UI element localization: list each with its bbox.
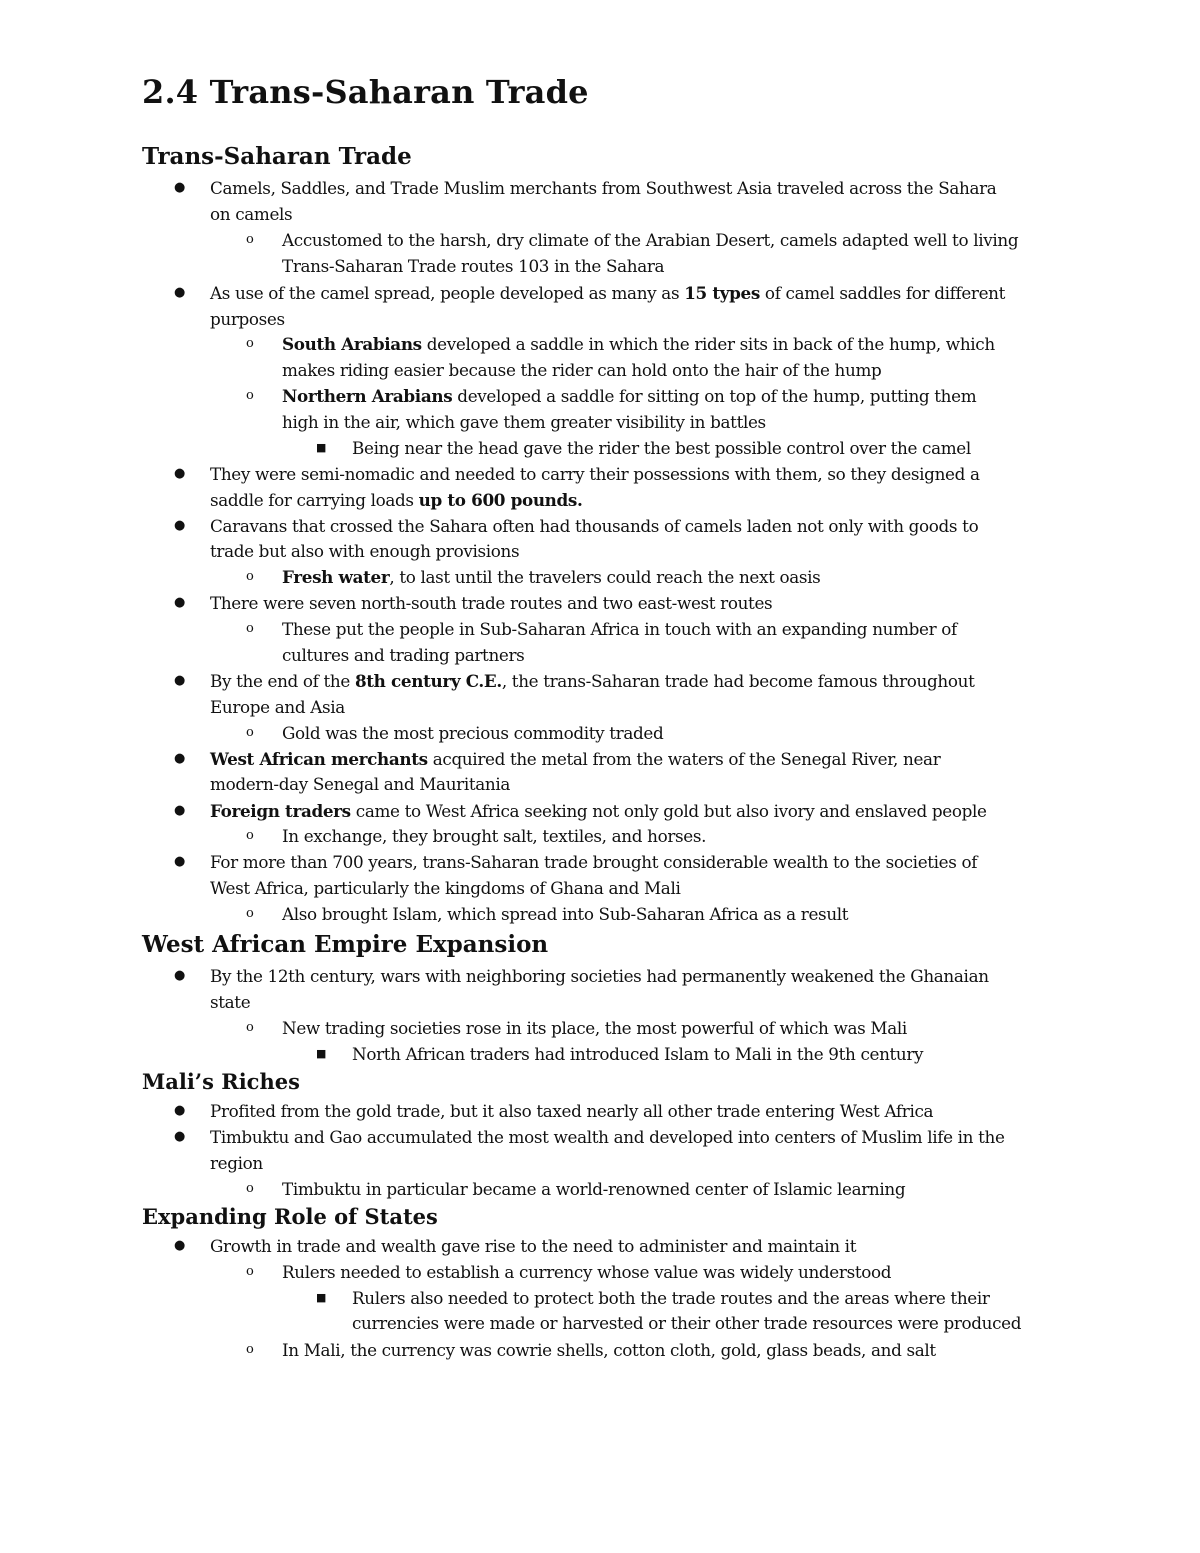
list-item: By the 12th century, wars with neighboring societies had permanently weakened the Ghanaian: [210, 966, 989, 986]
sub-list-item: [282, 331, 995, 357]
text-run: developed a saddle for sitting on top of the hump, putting them: [452, 386, 977, 406]
sub-list-item: [282, 564, 820, 590]
sub-sub-list-item: North African traders had introduced Islam to Mali in the 9th century: [352, 1044, 924, 1064]
list-item-continuation: modern-day Senegal and Mauritania: [210, 774, 511, 794]
section-heading-west-african-empire-expansion: West African Empire Expansion: [142, 931, 549, 958]
sub-list-item: These put the people in Sub-Saharan Africa in touch with an expanding number of: [282, 619, 957, 639]
sub-list-item-continuation: makes riding easier because the rider can hold onto the hair of the hump: [282, 360, 882, 380]
bullet-marker: ●: [174, 673, 186, 688]
bullet-marker: ●: [174, 803, 186, 818]
list-item-continuation: West Africa, particularly the kingdoms of Ghana and Mali: [210, 878, 681, 898]
bold-text: up to 600 pounds.: [418, 490, 583, 510]
text-run: came to West Africa seeking not only gold but also ivory and enslaved people: [350, 801, 987, 821]
bullet-marker: ●: [174, 595, 186, 610]
list-item: For more than 700 years, trans-Saharan trade brought considerable wealth to the societies of: [210, 852, 978, 872]
list-item: Profited from the gold trade, but it also taxed nearly all other trade entering West Africa: [210, 1101, 934, 1121]
sub-bullet-marker: o: [246, 1181, 254, 1196]
bullet-marker: ●: [174, 968, 186, 983]
sub-bullet-marker: o: [246, 232, 254, 247]
sub-list-item: Timbuktu in particular became a world-renowned center of Islamic learning: [282, 1179, 906, 1199]
list-item-continuation: Europe and Asia: [210, 697, 345, 717]
bold-text: Northern Arabians: [282, 386, 453, 406]
list-item-continuation: region: [210, 1153, 263, 1173]
list-item: [210, 280, 1005, 306]
sub-bullet-marker: o: [246, 1264, 254, 1279]
text-run: acquired the metal from the waters of the Senegal River, near: [427, 749, 941, 769]
sub-bullet-marker: o: [246, 828, 254, 843]
bold-text: Fresh water: [282, 567, 390, 587]
sub-list-item: Accustomed to the harsh, dry climate of the Arabian Desert, camels adapted well to living: [282, 230, 1019, 250]
sub-list-item: Gold was the most precious commodity traded: [282, 723, 664, 743]
bold-text: South Arabians: [282, 334, 422, 354]
sub-bullet-marker: o: [246, 621, 254, 636]
bullet-marker: ●: [174, 751, 186, 766]
sub-sub-bullet-marker: ■: [316, 1291, 327, 1304]
text-run: of camel saddles for different: [759, 283, 1006, 303]
sub-bullet-marker: o: [246, 1020, 254, 1035]
bullet-marker: ●: [174, 1129, 186, 1144]
sub-list-item: [282, 383, 976, 409]
list-item: Caravans that crossed the Sahara often had thousands of camels laden not only with goods to: [210, 516, 979, 536]
sub-list-item-continuation: Trans-Saharan Trade routes 103 in the Sahara: [282, 256, 665, 276]
list-item: [210, 668, 974, 694]
text-run: , the trans-Saharan trade had become famous throughout: [501, 671, 975, 691]
sub-sub-list-item: Being near the head gave the rider the best possible control over the camel: [352, 438, 971, 458]
bullet-marker: ●: [174, 1238, 186, 1253]
sub-sub-list-item-continuation: currencies were made or harvested or their other trade resources were produced: [352, 1313, 1022, 1333]
bold-text: 15 types: [684, 283, 760, 303]
sub-bullet-marker: o: [246, 906, 254, 921]
bold-text: West African merchants: [210, 749, 428, 769]
list-item: Growth in trade and wealth gave rise to the need to administer and maintain it: [210, 1236, 857, 1256]
bold-text: Foreign traders: [210, 801, 351, 821]
sub-list-item: Rulers needed to establish a currency whose value was widely understood: [282, 1262, 892, 1282]
list-item-continuation: [210, 487, 583, 513]
sub-list-item: Also brought Islam, which spread into Sub-Saharan Africa as a result: [282, 904, 849, 924]
section-heading-malis-riches: Mali’s Riches: [142, 1069, 300, 1094]
sub-sub-bullet-marker: ■: [316, 1047, 327, 1060]
text-run: developed a saddle in which the rider sits in back of the hump, which: [421, 334, 995, 354]
bullet-marker: ●: [174, 854, 186, 869]
list-item: Camels, Saddles, and Trade Muslim merchants from Southwest Asia traveled across the Sahara: [210, 178, 997, 198]
bullet-marker: ●: [174, 518, 186, 533]
list-item-continuation: state: [210, 992, 251, 1012]
bold-text: 8th century C.E.: [354, 671, 502, 691]
bullet-marker: ●: [174, 466, 186, 481]
sub-list-item: In Mali, the currency was cowrie shells, cotton cloth, gold, glass beads, and salt: [282, 1340, 936, 1360]
sub-bullet-marker: o: [246, 725, 254, 740]
bullet-marker: ●: [174, 180, 186, 195]
sub-bullet-marker: o: [246, 569, 254, 584]
document-title: 2.4 Trans-Saharan Trade: [142, 73, 589, 111]
text-run: By the end of the: [210, 671, 355, 691]
text-run: As use of the camel spread, people developed as many as: [210, 283, 685, 303]
list-item-continuation: trade but also with enough provisions: [210, 541, 520, 561]
bullet-marker: ●: [174, 285, 186, 300]
sub-bullet-marker: o: [246, 336, 254, 351]
list-item: Timbuktu and Gao accumulated the most wealth and developed into centers of Muslim life in the: [210, 1127, 1005, 1147]
sub-sub-bullet-marker: ■: [316, 441, 327, 454]
sub-list-item-continuation: high in the air, which gave them greater visibility in battles: [282, 412, 766, 432]
sub-sub-list-item: Rulers also needed to protect both the trade routes and the areas where their: [352, 1288, 990, 1308]
section-heading-expanding-role-of-states: Expanding Role of States: [142, 1204, 438, 1229]
list-item: They were semi-nomadic and needed to carry their possessions with them, so they designed a: [210, 464, 980, 484]
sub-list-item-continuation: cultures and trading partners: [282, 645, 525, 665]
sub-bullet-marker: o: [246, 1342, 254, 1357]
text-run: saddle for carrying loads: [210, 490, 419, 510]
section-heading-trans-saharan-trade: Trans-Saharan Trade: [142, 143, 412, 170]
sub-bullet-marker: o: [246, 388, 254, 403]
sub-list-item: In exchange, they brought salt, textiles, and horses.: [282, 826, 707, 846]
bullet-marker: ●: [174, 1103, 186, 1118]
list-item: There were seven north-south trade routes and two east-west routes: [210, 593, 773, 613]
list-item-continuation: purposes: [210, 309, 285, 329]
text-run: , to last until the travelers could reach the next oasis: [389, 567, 821, 587]
sub-list-item: New trading societies rose in its place, the most powerful of which was Mali: [282, 1018, 907, 1038]
list-item: [210, 746, 940, 772]
list-item: [210, 798, 987, 824]
list-item-continuation: on camels: [210, 204, 293, 224]
